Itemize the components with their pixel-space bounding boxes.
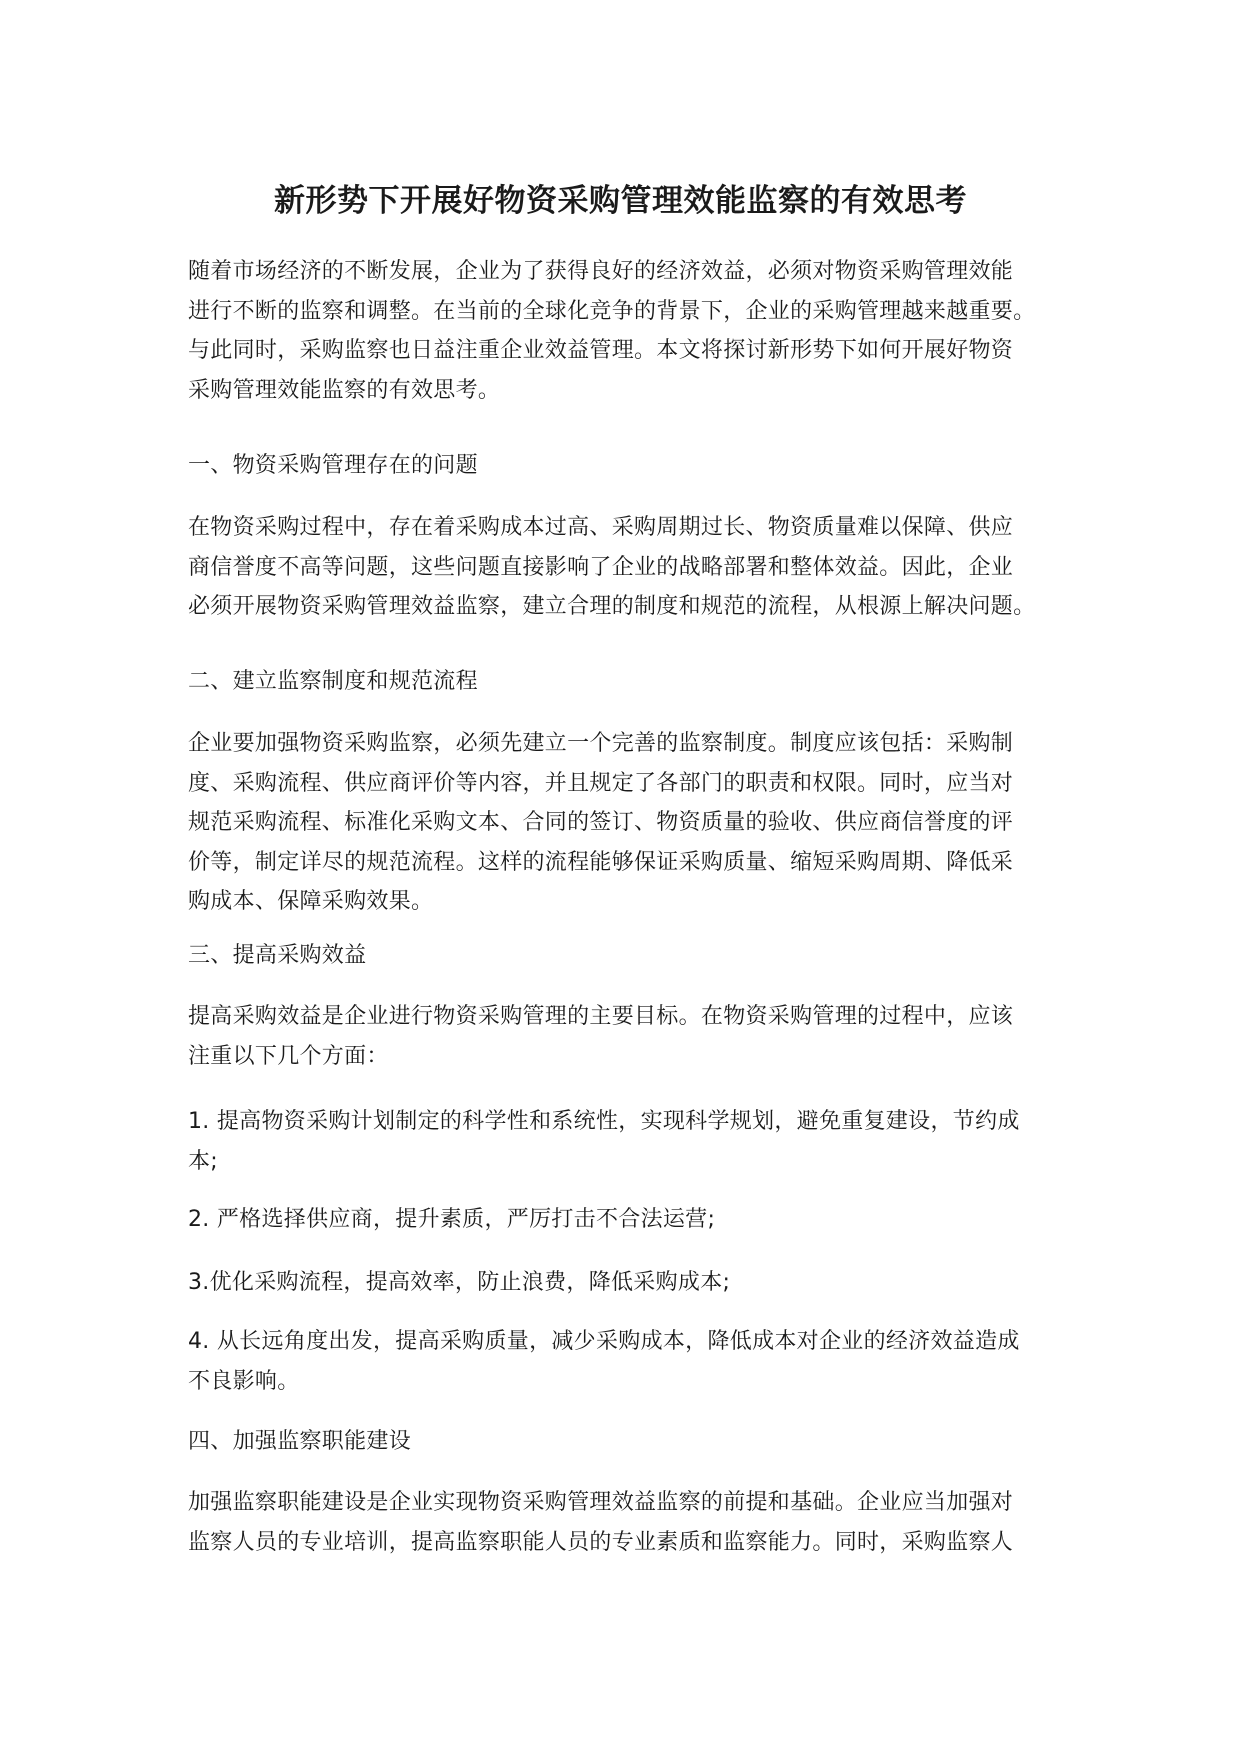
- section-heading-2: [188, 662, 1068, 702]
- text-line: 采购管理效能监察的有效思考。: [188, 377, 501, 403]
- text-line: 加强监察职能建设是企业实现物资采购管理效益监察的前提和基础。企业应当加强对: [188, 1490, 1014, 1515]
- paragraph-section-4: [188, 1483, 1068, 1562]
- text-line: 企业要加强物资采购监察，必须先建立一个完善的监察制度。制度应该包括：采购制: [188, 731, 1014, 756]
- text-line: 提高采购效益是企业进行物资采购管理的主要目标。在物资采购管理的过程中，应该: [188, 1004, 1014, 1029]
- text-line: 1. 提高物资采购计划制定的科学性和系统性，实现科学规划，避免重复建设，节约成: [188, 1109, 1020, 1134]
- section-heading-text: 四、加强监察职能建设: [188, 1429, 412, 1454]
- list-item-3: [188, 1263, 1068, 1303]
- list-item-4: [188, 1322, 1068, 1401]
- text-line: 随着市场经济的不断发展，企业为了获得良好的经济效益，必须对物资采购管理效能: [188, 259, 1014, 284]
- document-title: 新形势下开展好物资采购管理效能监察的有效思考: [274, 183, 967, 219]
- text-line: 注重以下几个方面：: [188, 1043, 389, 1069]
- text-line: 度、采购流程、供应商评价等内容，并且规定了各部门的职责和权限。同时，应当对: [188, 770, 1014, 796]
- section-heading-4: [188, 1422, 1068, 1462]
- text-line: 规范采购流程、标准化采购文本、合同的签订、物资质量的验收、供应商信誉度的评: [188, 810, 1014, 835]
- text-line: 4. 从长远角度出发，提高采购质量，减少采购成本，降低成本对企业的经济效益造成: [188, 1329, 1020, 1354]
- text-line: 必须开展物资采购管理效益监察，建立合理的制度和规范的流程，从根源上解决问题。: [188, 594, 1036, 619]
- text-line: 2. 严格选择供应商，提升素质，严厉打击不合法运营;: [188, 1207, 716, 1232]
- text-line: 购成本、保障采购效果。: [188, 889, 434, 914]
- section-heading-text: 一、物资采购管理存在的问题: [188, 453, 478, 478]
- text-line: 不良影响。: [188, 1368, 300, 1394]
- section-heading-1: [188, 446, 1068, 486]
- text-line: 价等，制定详尽的规范流程。这样的流程能够保证采购质量、缩短采购周期、降低采: [188, 849, 1014, 875]
- text-line: 在物资采购过程中，存在着采购成本过高、采购周期过长、物资质量难以保障、供应: [188, 515, 1014, 540]
- list-item-2: [188, 1200, 1068, 1240]
- text-line: 商信誉度不高等问题，这些问题直接影响了企业的战略部署和整体效益。因此，企业: [188, 554, 1014, 580]
- paragraph-intro: [188, 252, 1068, 410]
- text-line: 本;: [188, 1148, 219, 1174]
- paragraph-section-3: [188, 997, 1068, 1076]
- text-line: 与此同时，采购监察也日益注重企业效益管理。本文将探讨新形势下如何开展好物资: [188, 338, 1014, 363]
- list-item-1: [188, 1102, 1068, 1181]
- section-heading-text: 三、提高采购效益: [188, 943, 367, 968]
- text-line: 进行不断的监察和调整。在当前的全球化竞争的背景下，企业的采购管理越来越重要。: [188, 298, 1036, 324]
- paragraph-section-2: [188, 724, 1068, 922]
- paragraph-section-1: [188, 508, 1068, 627]
- text-line: 监察人员的专业培训，提高监察职能人员的专业素质和监察能力。同时，采购监察人: [188, 1529, 1014, 1555]
- section-heading-3: [188, 936, 1068, 976]
- section-heading-text: 二、建立监察制度和规范流程: [188, 669, 478, 694]
- text-line: 3.优化采购流程，提高效率，防止浪费，降低采购成本;: [188, 1270, 731, 1295]
